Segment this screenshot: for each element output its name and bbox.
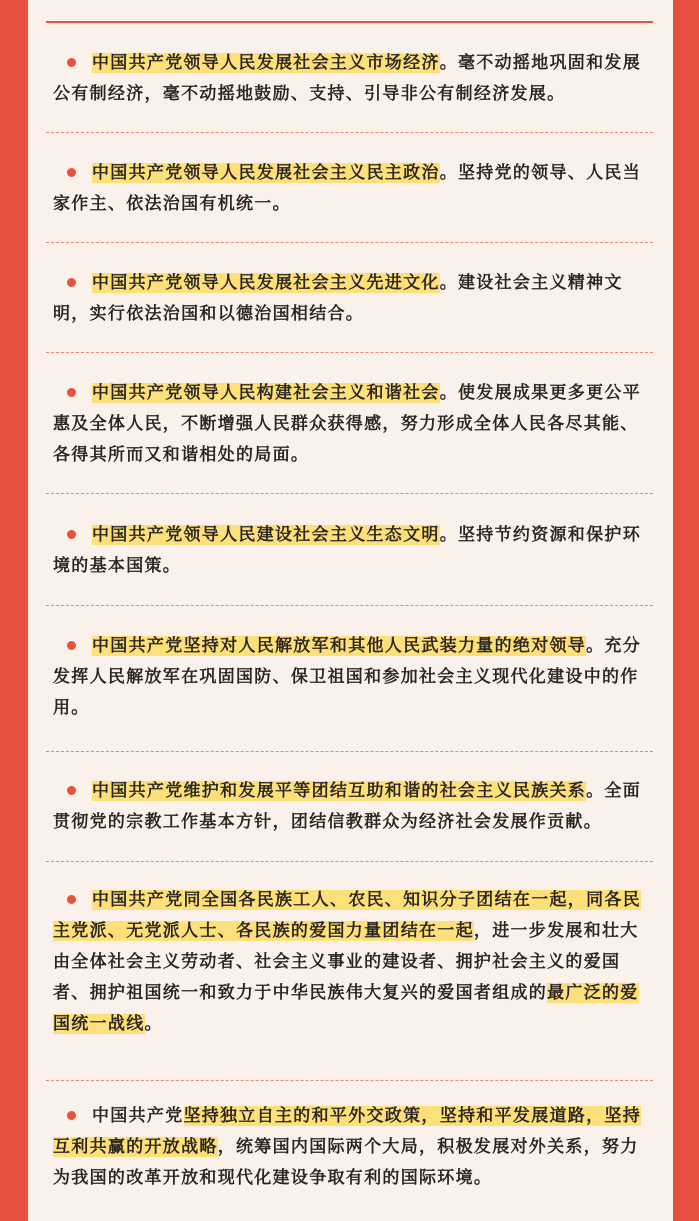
dashed-divider — [46, 493, 653, 494]
list-item — [53, 885, 653, 1040]
body-text: 。毫不动摇地巩固和发展公有制经济，毫不动摇地鼓励、支持、引导非公有制经济发展。 — [53, 53, 642, 104]
highlighted-text: 中国共产党同全国各民族工人、农民、知识分子团结在一起，同各民主党派、无党派人士、各民族的爱国力量团结在一起 — [53, 890, 641, 941]
highlighted-text: 中国共产党领导人民发展社会主义市场经济 — [92, 53, 440, 73]
list-item — [53, 631, 653, 724]
highlighted-text: 中国共产党领导人民发展社会主义民主政治 — [92, 163, 440, 183]
dashed-divider — [46, 861, 653, 862]
body-text: ，统筹国内国际两个大局，积极发展对外关系，努力为我国的改革开放和现代化建设争取有利的国际环境。 — [53, 1137, 639, 1188]
highlighted-text: 坚持独立自主的和平外交政策，坚持和平发展道路，坚持互利共赢的开放战略 — [53, 1106, 641, 1157]
body-text: 。建设社会主义精神文明，实行依法治国和以德治国相结合。 — [53, 273, 623, 324]
highlighted-text: 中国共产党坚持对人民解放军和其他人民武装力量的绝对领导 — [92, 636, 587, 656]
list-item — [53, 268, 653, 330]
dashed-divider — [46, 132, 653, 133]
dashed-divider — [46, 751, 653, 752]
dashed-divider — [46, 1080, 653, 1081]
body-text: 。坚持节约资源和保护环境的基本国策。 — [53, 525, 642, 576]
body-text: 。全面贯彻党的宗教工作基本方针，团结信教群众为经济社会发展作贡献。 — [53, 781, 642, 832]
list-item — [53, 48, 653, 110]
list-item — [53, 378, 653, 471]
dashed-divider — [46, 605, 653, 606]
top-divider — [46, 21, 653, 23]
body-text: 。使发展成果更多更公平惠及全体人民，不断增强人民群众获得感，努力形成全体人民各尽其能、各得其所而又和谐相处的局面。 — [53, 383, 642, 465]
body-text: 中国共产党 — [92, 1106, 184, 1126]
list-item — [53, 158, 653, 220]
bullet-dot-icon — [67, 388, 76, 397]
bullet-dot-icon — [67, 641, 76, 650]
highlighted-text: 中国共产党领导人民建设社会主义生态文明 — [92, 525, 440, 545]
bullet-dot-icon — [67, 168, 76, 177]
bullet-dot-icon — [67, 278, 76, 287]
highlighted-text: 中国共产党维护和发展平等团结互助和谐的社会主义民族关系 — [92, 781, 587, 801]
bullet-dot-icon — [67, 530, 76, 539]
bullet-dot-icon — [67, 58, 76, 67]
body-text: 。 — [144, 1014, 163, 1034]
body-text: ，进一步发展和壮大由全体社会主义劳动者、社会主义事业的建设者、拥护社会主义的爱国者、拥护祖国统一和致力于中华民族伟大复兴的爱国者组成的 — [53, 921, 639, 1003]
dashed-divider — [46, 352, 653, 353]
list-item — [53, 776, 653, 838]
body-text: 。坚持党的领导、人民当家作主、依法治国有机统一。 — [53, 163, 642, 214]
dashed-divider — [46, 242, 653, 243]
bullet-dot-icon — [67, 895, 76, 904]
body-text: 。充分发挥人民解放军在巩固国防、保卫祖国和参加社会主义现代化建设中的作用。 — [53, 636, 642, 718]
bullet-dot-icon — [67, 786, 76, 795]
highlighted-text: 最广泛的爱国统一战线 — [53, 983, 639, 1034]
list-item — [53, 1101, 653, 1194]
list-item — [53, 520, 653, 582]
bullet-dot-icon — [67, 1111, 76, 1120]
highlighted-text: 中国共产党领导人民发展社会主义先进文化 — [92, 273, 440, 293]
highlighted-text: 中国共产党领导人民构建社会主义和谐社会 — [92, 383, 440, 403]
